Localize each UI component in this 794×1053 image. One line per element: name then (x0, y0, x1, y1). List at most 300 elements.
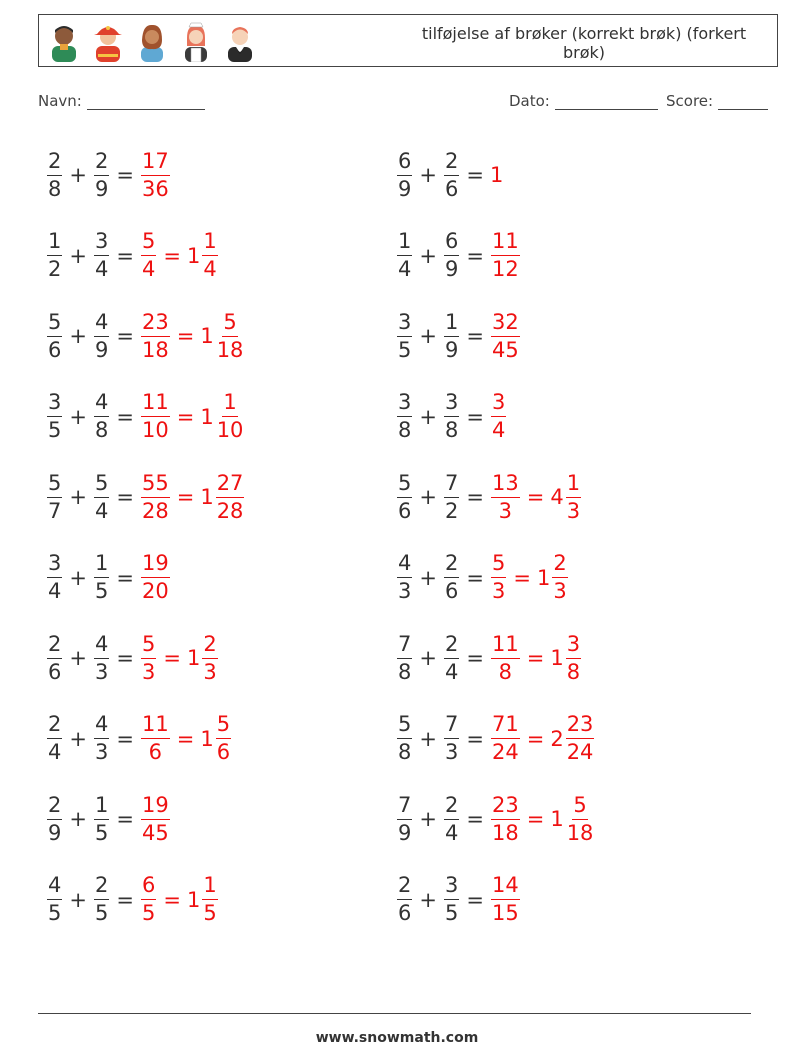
addend-fraction-denominator: 4 (48, 579, 62, 603)
mixed-fraction-denominator: 28 (216, 498, 244, 523)
addend-fraction-denominator: 3 (94, 659, 109, 684)
mixed-fraction-denominator: 18 (216, 337, 244, 362)
problem-item (46, 226, 219, 286)
addend-fraction-denominator: 9 (444, 257, 459, 281)
mixed-fraction (566, 471, 581, 524)
equals-sign: = (466, 404, 484, 429)
addend-fraction-numerator: 2 (47, 632, 62, 659)
plus-sign: + (419, 485, 437, 509)
answer-fraction-denominator: 5 (141, 901, 156, 925)
addend-fraction-denominator: 9 (48, 820, 62, 845)
plus-sign: + (69, 243, 87, 268)
mixed-fraction-denominator: 18 (566, 820, 594, 845)
answer-fraction-numerator: 5 (141, 229, 156, 256)
answer-fraction-numerator: 5 (141, 632, 156, 659)
mixed-fraction (552, 551, 567, 604)
problem-item (396, 789, 595, 849)
addend-fraction-numerator: 5 (397, 471, 412, 498)
plus-sign: + (69, 324, 87, 348)
addend-fraction-denominator: 6 (398, 498, 412, 523)
addend-fraction-numerator: 3 (444, 390, 459, 417)
addend-fraction (94, 712, 109, 765)
addend-fraction-numerator: 1 (94, 793, 109, 820)
addend-fraction (444, 229, 459, 282)
maid-avatar-icon (177, 20, 215, 62)
addend-fraction-denominator: 9 (444, 337, 459, 362)
answer-fraction-denominator: 4 (491, 418, 506, 442)
worksheet-title: tilføjelse af brøker (korrekt brøk) (forkert brøk) (421, 24, 747, 62)
answer-fraction (491, 712, 520, 765)
mixed-fraction-denominator: 4 (203, 257, 217, 281)
mixed-fraction-numerator: 5 (222, 310, 237, 337)
equals-sign: = (116, 163, 134, 187)
addend-fraction (397, 229, 412, 282)
equals-sign: = (163, 887, 181, 912)
mixed-whole: 1 (550, 807, 564, 831)
plus-sign: + (69, 565, 87, 590)
footer-divider (38, 1013, 751, 1014)
mixed-whole: 4 (550, 485, 564, 509)
addend-fraction-numerator: 7 (397, 793, 412, 820)
mixed-whole: 1 (536, 565, 551, 590)
equals-sign: = (163, 243, 181, 268)
equals-sign: = (116, 404, 134, 429)
problem-item (396, 467, 582, 527)
plus-sign: + (69, 404, 87, 429)
addend-fraction-numerator: 2 (444, 551, 459, 578)
answer-fraction (491, 873, 520, 926)
addend-fraction-denominator: 8 (398, 418, 412, 442)
mixed-fraction-numerator: 5 (572, 793, 587, 820)
plus-sign: + (69, 646, 87, 670)
answer-fraction-denominator: 18 (141, 337, 169, 362)
problem-item (396, 548, 569, 608)
name-line (87, 95, 205, 110)
answer-fraction-numerator: 17 (141, 149, 170, 176)
addend-fraction (47, 793, 62, 846)
plus-sign: + (419, 163, 437, 187)
problem-item (396, 306, 521, 366)
answer-fraction-denominator: 10 (141, 418, 169, 442)
addend-fraction-numerator: 3 (47, 551, 62, 578)
addend-fraction (47, 310, 62, 363)
answer-fraction-numerator: 6 (141, 873, 156, 900)
addend-fraction-numerator: 1 (94, 551, 109, 578)
answer-fraction-numerator: 11 (141, 390, 170, 417)
addend-fraction-denominator: 6 (48, 337, 62, 362)
plus-sign: + (69, 807, 87, 831)
addend-fraction-denominator: 2 (444, 498, 459, 523)
student-avatar-icon (45, 20, 83, 62)
addend-fraction-denominator: 5 (444, 901, 459, 925)
addend-fraction-denominator: 8 (94, 418, 109, 442)
answer-fraction-numerator: 5 (491, 551, 506, 578)
mixed-fraction (202, 873, 217, 926)
addend-fraction-denominator: 9 (398, 820, 412, 845)
addend-fraction-denominator: 6 (398, 901, 412, 925)
addend-fraction (397, 873, 412, 926)
equals-sign: = (116, 726, 134, 751)
mixed-whole: 1 (200, 324, 214, 348)
score-line (718, 95, 768, 110)
problem-item (396, 387, 507, 447)
addend-fraction (94, 551, 109, 604)
addend-fraction-denominator: 5 (48, 418, 62, 442)
answer-fraction (491, 471, 520, 524)
addend-fraction-numerator: 7 (444, 471, 459, 498)
addend-fraction-numerator: 2 (94, 873, 109, 900)
addend-fraction-denominator: 9 (94, 176, 109, 201)
answer-fraction (491, 310, 520, 363)
addend-fraction-numerator: 5 (397, 712, 412, 739)
addend-fraction-denominator: 6 (444, 579, 459, 603)
problem-item (396, 145, 503, 205)
plus-sign: + (69, 726, 87, 751)
equals-sign: = (116, 807, 134, 831)
addend-fraction-denominator: 9 (94, 337, 109, 362)
girl-avatar-icon (133, 20, 171, 62)
mixed-whole: 1 (200, 485, 214, 509)
addend-fraction (47, 229, 62, 282)
answer-fraction-denominator: 45 (141, 820, 169, 845)
problem-item (46, 789, 171, 849)
addend-fraction (397, 551, 412, 604)
plus-sign: + (419, 887, 437, 912)
equals-sign: = (163, 646, 181, 670)
answer-fraction-denominator: 12 (491, 257, 519, 281)
addend-fraction (397, 471, 412, 524)
equals-sign: = (116, 324, 134, 348)
answer-fraction (141, 229, 156, 282)
addend-fraction-numerator: 2 (47, 712, 62, 739)
addend-fraction (444, 793, 459, 846)
problem-item (46, 467, 245, 527)
mixed-fraction-denominator: 6 (216, 740, 231, 764)
problem-item (46, 387, 245, 447)
equals-sign: = (116, 565, 134, 590)
equals-sign: = (466, 807, 484, 831)
mixed-whole: 1 (200, 726, 214, 751)
addend-fraction-numerator: 2 (47, 149, 62, 176)
addend-fraction-numerator: 3 (397, 310, 412, 337)
name-field[interactable] (38, 92, 205, 110)
addend-fraction (444, 873, 459, 926)
plus-sign: + (419, 565, 437, 590)
problem-item (46, 709, 232, 769)
answer-fraction-denominator: 6 (148, 740, 163, 764)
equals-sign: = (176, 485, 195, 509)
mixed-whole: 1 (200, 404, 214, 429)
mixed-fraction (202, 632, 217, 685)
equals-sign: = (116, 887, 134, 912)
addend-fraction (47, 149, 62, 202)
score-label: Score: (666, 92, 714, 110)
addend-fraction-numerator: 2 (397, 873, 412, 900)
equals-sign: = (526, 646, 545, 670)
addend-fraction-denominator: 5 (94, 901, 109, 925)
addend-fraction-numerator: 3 (94, 229, 109, 256)
answer-fraction-numerator: 19 (141, 551, 170, 578)
addend-fraction-numerator: 4 (94, 712, 109, 739)
plus-sign: + (419, 726, 437, 751)
addend-fraction-denominator: 2 (48, 257, 62, 281)
mixed-fraction-numerator: 1 (566, 471, 581, 498)
equals-sign: = (466, 243, 484, 268)
mixed-fraction (216, 390, 245, 443)
equals-sign: = (526, 485, 545, 509)
addend-fraction (47, 390, 62, 443)
answer-fraction-denominator: 36 (141, 176, 169, 201)
mixed-fraction (202, 229, 217, 282)
equals-sign: = (466, 646, 484, 670)
mixed-fraction-denominator: 10 (216, 418, 244, 442)
addend-fraction-numerator: 2 (94, 149, 109, 176)
addend-fraction-numerator: 3 (47, 390, 62, 417)
name-label: Navn: (38, 92, 82, 110)
answer-fraction-numerator: 11 (491, 632, 520, 659)
mixed-fraction-denominator: 24 (566, 740, 594, 764)
mixed-fraction-numerator: 1 (202, 873, 217, 900)
answer-fraction-numerator: 23 (141, 310, 170, 337)
mixed-whole: 1 (550, 646, 564, 670)
equals-sign: = (466, 485, 484, 509)
mixed-fraction-denominator: 3 (566, 498, 581, 523)
answer-fraction (491, 632, 520, 685)
addend-fraction-denominator: 4 (398, 257, 412, 281)
plus-sign: + (419, 324, 437, 348)
addend-fraction-numerator: 4 (94, 632, 109, 659)
addend-fraction (444, 149, 459, 202)
answer-fraction (141, 471, 170, 524)
mixed-fraction (216, 471, 245, 524)
answer-fraction (491, 793, 520, 846)
firefighter-avatar-icon (89, 20, 127, 62)
problem-item (396, 870, 521, 930)
header-box (38, 14, 778, 67)
mixed-fraction-numerator: 1 (202, 229, 217, 256)
waiter-avatar-icon (221, 20, 259, 62)
problem-item (46, 145, 171, 205)
plus-sign: + (419, 243, 437, 268)
answer-fraction (491, 229, 520, 282)
mixed-fraction-numerator: 1 (222, 390, 237, 417)
addend-fraction-denominator: 8 (444, 418, 459, 442)
answer-fraction-denominator: 20 (141, 579, 169, 603)
answer-fraction-numerator: 32 (491, 310, 520, 337)
addend-fraction (444, 390, 459, 443)
addend-fraction-denominator: 8 (48, 176, 62, 201)
answer-fraction (491, 551, 506, 604)
addend-fraction (397, 632, 412, 685)
addend-fraction (47, 471, 62, 524)
addend-fraction-numerator: 7 (444, 712, 459, 739)
answer-fraction (141, 632, 156, 685)
addend-fraction (94, 229, 109, 282)
addend-fraction-numerator: 3 (397, 390, 412, 417)
problem-item (396, 709, 595, 769)
addend-fraction-numerator: 7 (397, 632, 412, 659)
mixed-fraction-denominator: 5 (203, 901, 217, 925)
answer-fraction-numerator: 55 (141, 471, 170, 498)
addend-fraction-denominator: 8 (398, 740, 412, 764)
problem-item (396, 628, 582, 688)
date-line (555, 95, 658, 110)
answer-fraction (141, 712, 170, 765)
answer-fraction-denominator: 3 (498, 498, 513, 523)
mixed-fraction-numerator: 23 (566, 712, 595, 739)
problem-item (46, 870, 219, 930)
answer-fraction-denominator: 15 (491, 901, 519, 925)
mixed-whole: 1 (186, 646, 201, 670)
addend-fraction-numerator: 4 (397, 551, 412, 578)
answer-fraction (141, 551, 170, 604)
addend-fraction-numerator: 2 (444, 632, 459, 659)
equals-sign: = (466, 163, 484, 187)
addend-fraction-denominator: 9 (398, 176, 412, 201)
addend-fraction-denominator: 7 (48, 498, 62, 523)
addend-fraction-denominator: 6 (444, 176, 459, 201)
addend-fraction-denominator: 4 (444, 659, 459, 684)
answer-fraction-numerator: 13 (491, 471, 520, 498)
addend-fraction (397, 390, 412, 443)
plus-sign: + (69, 163, 87, 187)
mixed-fraction-numerator: 2 (202, 632, 217, 659)
date-field[interactable] (509, 92, 658, 110)
equals-sign: = (466, 324, 484, 348)
addend-fraction-numerator: 1 (47, 229, 62, 256)
plus-sign: + (69, 887, 87, 912)
addend-fraction (444, 310, 459, 363)
addend-fraction (94, 390, 109, 443)
mixed-fraction-denominator: 3 (553, 579, 567, 603)
equals-sign: = (466, 565, 484, 590)
equals-sign: = (116, 243, 134, 268)
addend-fraction-denominator: 5 (48, 901, 62, 925)
answer-fraction-numerator: 11 (491, 229, 520, 256)
mixed-fraction-numerator: 2 (552, 551, 567, 578)
answer-fraction-denominator: 4 (141, 257, 156, 281)
addend-fraction-numerator: 2 (444, 149, 459, 176)
addend-fraction-denominator: 3 (94, 740, 109, 764)
answer-fraction (491, 390, 506, 443)
mixed-fraction-denominator: 8 (566, 659, 581, 684)
addend-fraction (47, 551, 62, 604)
mixed-fraction-numerator: 5 (216, 712, 231, 739)
addend-fraction-denominator: 8 (398, 659, 412, 684)
addend-fraction-denominator: 4 (48, 740, 62, 764)
addend-fraction (444, 551, 459, 604)
addend-fraction (94, 471, 109, 524)
answer-fraction-denominator: 18 (491, 820, 519, 845)
addend-fraction (94, 793, 109, 846)
addend-fraction-denominator: 4 (94, 498, 109, 523)
answer-whole: 1 (489, 163, 504, 187)
plus-sign: + (419, 404, 437, 429)
answer-fraction-denominator: 3 (141, 659, 156, 684)
addend-fraction-denominator: 3 (398, 579, 412, 603)
addend-fraction (444, 471, 459, 524)
addend-fraction (94, 310, 109, 363)
addend-fraction (94, 149, 109, 202)
mixed-fraction-denominator: 3 (203, 659, 217, 684)
mixed-fraction (566, 793, 595, 846)
addend-fraction (397, 310, 412, 363)
mixed-fraction (216, 712, 231, 765)
addend-fraction (47, 873, 62, 926)
answer-fraction-numerator: 3 (491, 390, 506, 417)
equals-sign: = (116, 646, 134, 670)
plus-sign: + (419, 807, 437, 831)
addend-fraction-numerator: 6 (444, 229, 459, 256)
addend-fraction (444, 712, 459, 765)
equals-sign: = (526, 807, 545, 831)
addend-fraction-denominator: 4 (94, 257, 109, 281)
equals-sign: = (466, 887, 484, 912)
answer-fraction (141, 149, 170, 202)
addend-fraction-numerator: 5 (47, 310, 62, 337)
plus-sign: + (69, 485, 87, 509)
equals-sign: = (466, 726, 484, 751)
problem-item (46, 548, 171, 608)
addend-fraction (444, 632, 459, 685)
addend-fraction-numerator: 1 (444, 310, 459, 337)
mixed-whole: 1 (186, 243, 201, 268)
addend-fraction-denominator: 3 (444, 740, 459, 764)
addend-fraction-denominator: 4 (444, 820, 459, 845)
answer-fraction-denominator: 8 (498, 659, 513, 684)
addend-fraction-numerator: 5 (94, 471, 109, 498)
addend-fraction-numerator: 4 (47, 873, 62, 900)
addend-fraction-denominator: 5 (94, 820, 109, 845)
equals-sign: = (526, 726, 545, 751)
answer-fraction-denominator: 28 (141, 498, 169, 523)
addend-fraction-denominator: 6 (48, 659, 62, 684)
addend-fraction (94, 632, 109, 685)
answer-fraction-denominator: 45 (491, 337, 519, 362)
equals-sign: = (176, 726, 195, 751)
addend-fraction-denominator: 5 (398, 337, 412, 362)
mixed-whole: 2 (550, 726, 564, 751)
problem-item (46, 306, 245, 366)
addend-fraction (47, 632, 62, 685)
equals-sign: = (513, 565, 531, 590)
equals-sign: = (176, 324, 195, 348)
addend-fraction (397, 149, 412, 202)
answer-fraction (141, 793, 170, 846)
equals-sign: = (176, 404, 195, 429)
addend-fraction-numerator: 4 (94, 310, 109, 337)
mixed-fraction (566, 632, 581, 685)
addend-fraction (397, 793, 412, 846)
addend-fraction (94, 873, 109, 926)
answer-fraction-numerator: 23 (491, 793, 520, 820)
answer-fraction (141, 390, 170, 443)
footer-url: www.snowmath.com (315, 1030, 479, 1046)
score-field[interactable] (666, 92, 768, 110)
mixed-fraction (566, 712, 595, 765)
problem-item (46, 628, 219, 688)
answer-fraction-numerator: 19 (141, 793, 170, 820)
mixed-fraction (216, 310, 245, 363)
equals-sign: = (116, 485, 134, 509)
addend-fraction-numerator: 2 (47, 793, 62, 820)
addend-fraction-numerator: 5 (47, 471, 62, 498)
addend-fraction-denominator: 5 (94, 579, 109, 603)
addend-fraction-numerator: 3 (444, 873, 459, 900)
addend-fraction (397, 712, 412, 765)
addend-fraction-numerator: 6 (397, 149, 412, 176)
addend-fraction-numerator: 1 (397, 229, 412, 256)
